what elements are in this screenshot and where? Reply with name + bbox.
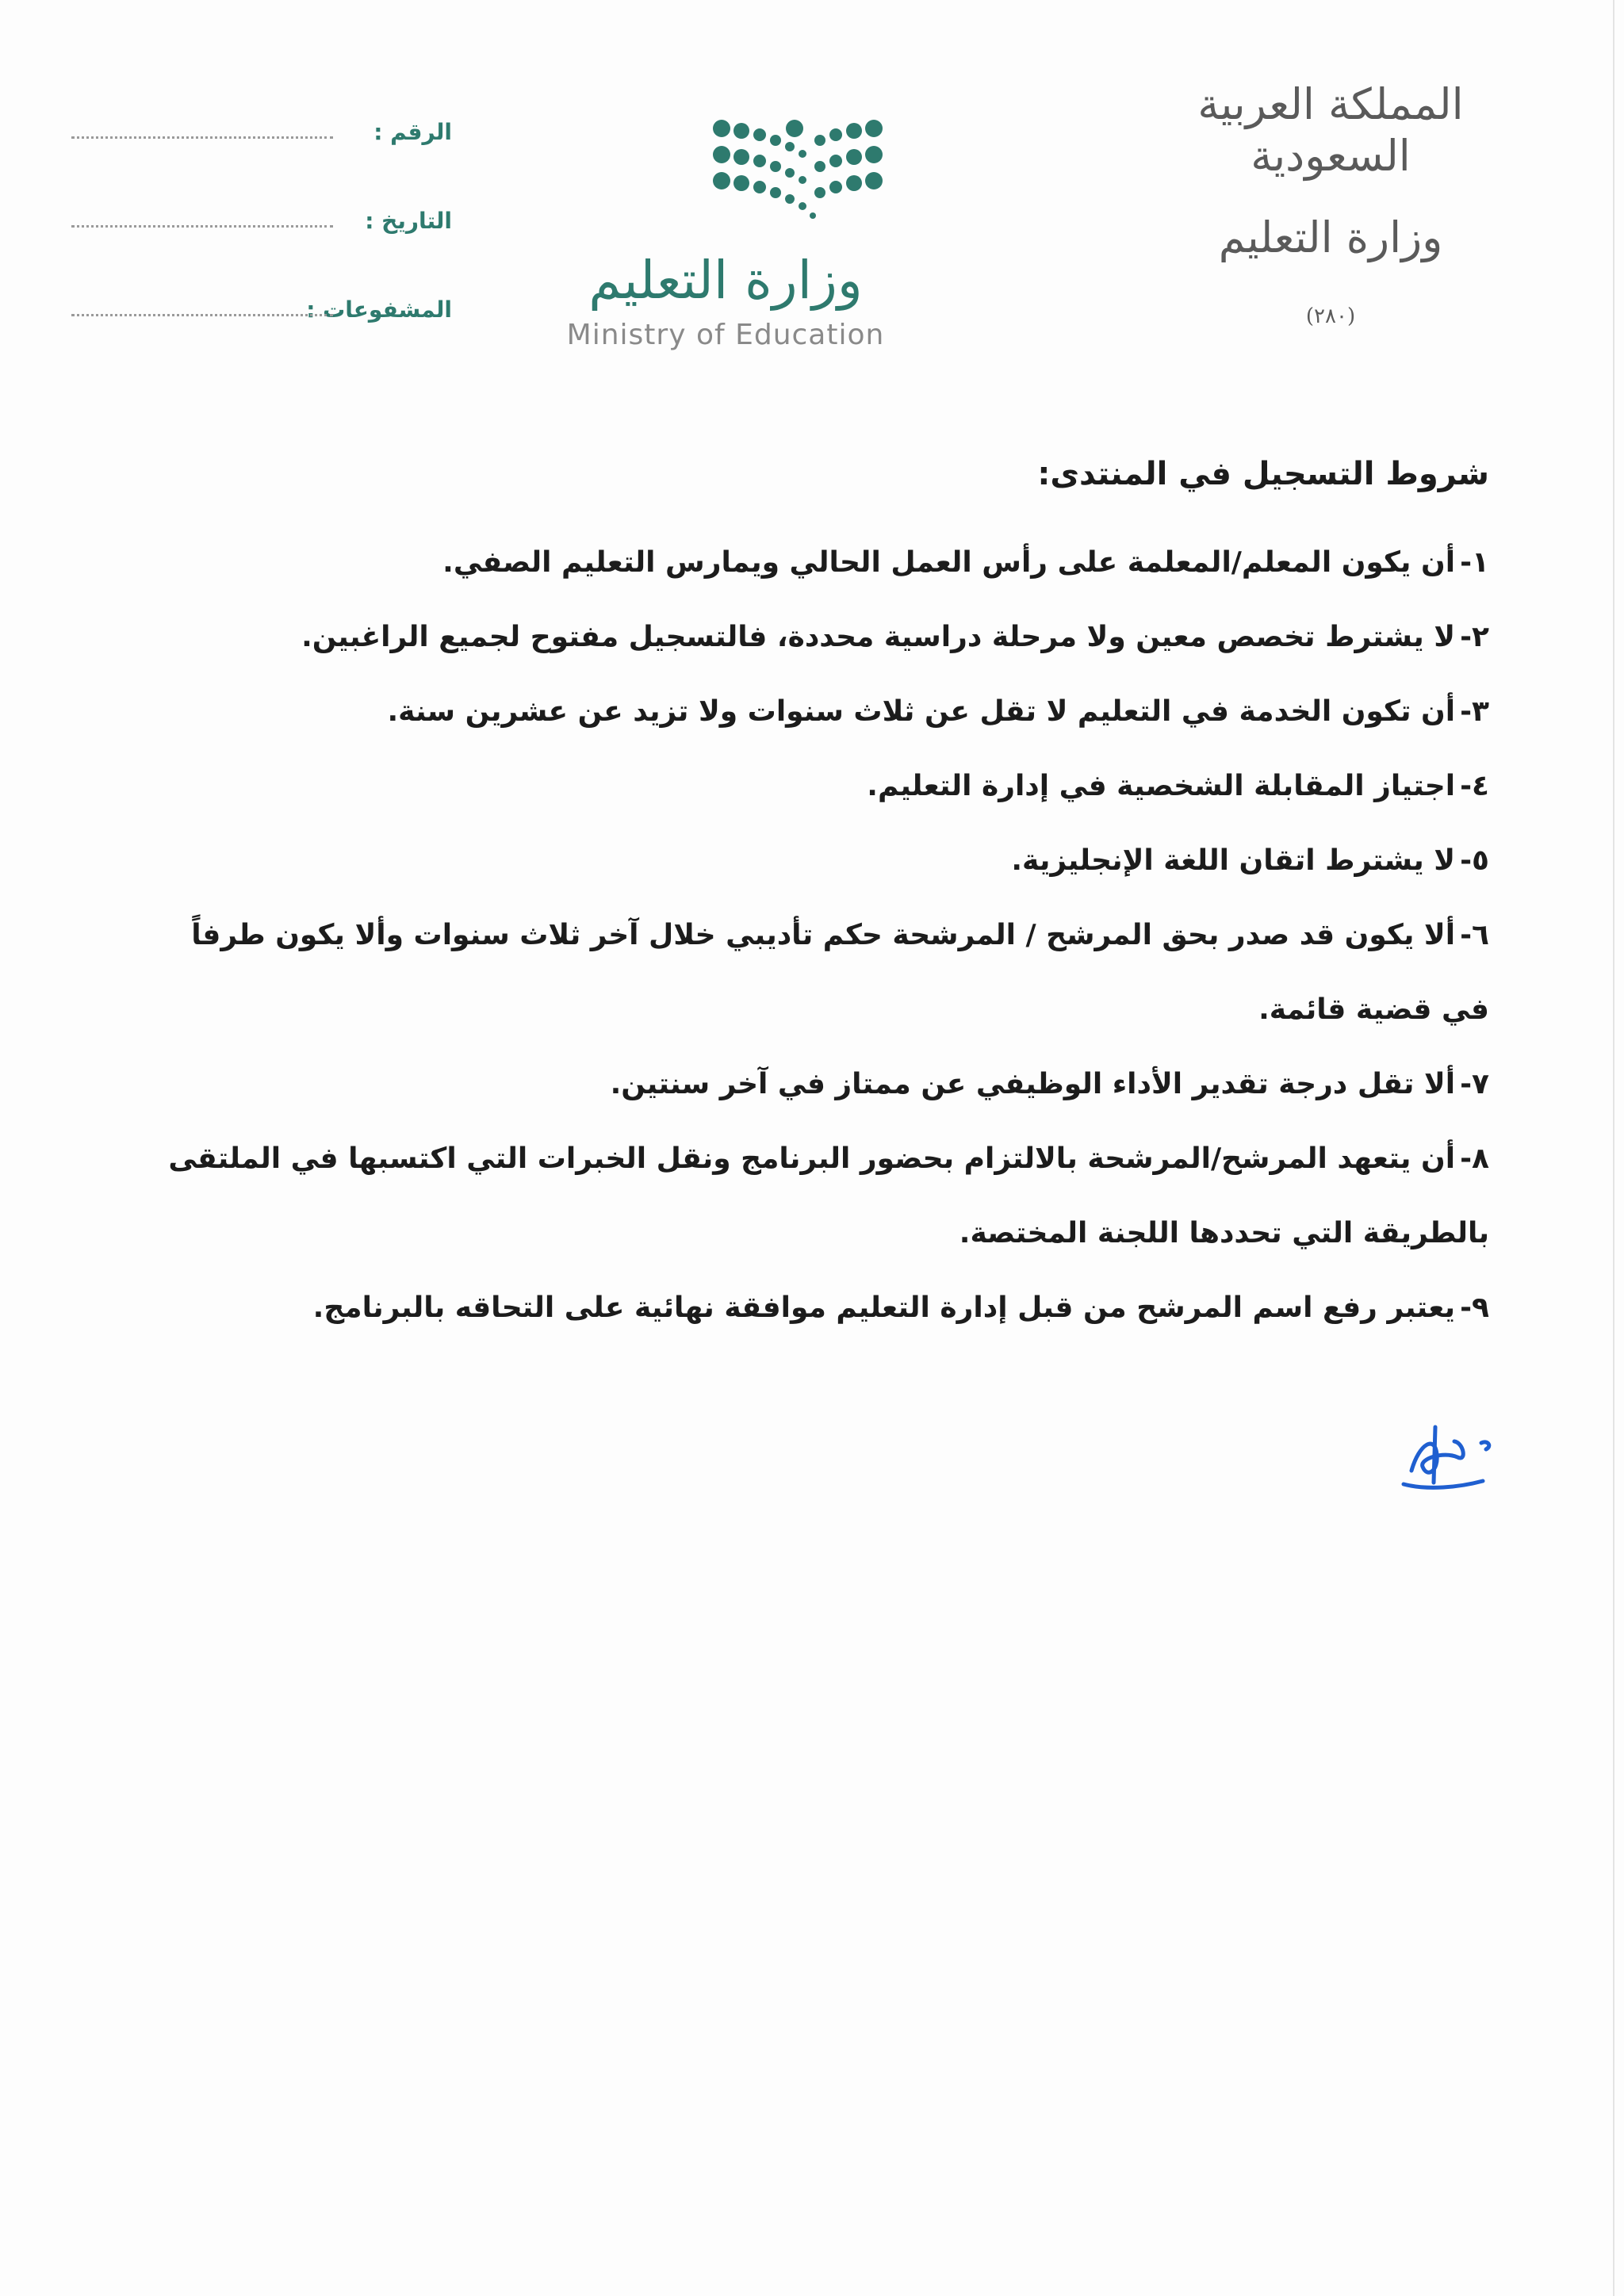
- date-field: [71, 208, 452, 297]
- condition-item: [149, 898, 1489, 1047]
- condition-text: يعتبر رفع اسم المرشح من قبل إدارة التعليم موافقة نهائية على التحاقه بالبرنامج.: [312, 1292, 1456, 1324]
- kingdom-name: المملكة العربية السعودية: [1197, 79, 1464, 181]
- ministry-logo: [555, 111, 896, 373]
- condition-text: لا يشترط اتقان اللغة الإنجليزية.: [1011, 844, 1456, 877]
- condition-item: [149, 1122, 1489, 1271]
- ministry-name: وزارة التعليم: [1218, 212, 1443, 262]
- condition-number: ٥-: [1460, 844, 1489, 877]
- condition-text: اجتياز المقابلة الشخصية في إدارة التعليم.: [867, 770, 1456, 802]
- document-heading: شروط التسجيل في المنتدى:: [1037, 456, 1489, 492]
- condition-number: ٩-: [1460, 1292, 1489, 1324]
- letterhead-right: [1140, 79, 1521, 328]
- condition-text: لا يشترط تخصص معين ولا مرحلة دراسية محددة، فالتسجيل مفتوح لجميع الراغبين.: [301, 621, 1456, 653]
- condition-number: ٧-: [1460, 1068, 1489, 1100]
- condition-number: ١-: [1460, 546, 1489, 579]
- logo-dots-icon: [555, 111, 896, 238]
- date-dotted-line: [71, 225, 333, 228]
- condition-number: ٣-: [1460, 695, 1489, 728]
- number-dotted-line: [71, 136, 333, 139]
- condition-text: أن يتعهد المرشح/المرشحة بالالتزام بحضور البرنامج ونقل الخبرات التي اكتسبها في الملتقى بالطريقة التي تحددها اللجنة المختصة.: [168, 1142, 1489, 1249]
- condition-number: ٤-: [1460, 770, 1489, 802]
- condition-text: ألا يكون قد صدر بحق المرشح / المرشحة حكم تأديبي خلال آخر ثلاث سنوات وألا يكون طرفاً في قضية قائمة.: [191, 919, 1489, 1026]
- reference-fields: [71, 119, 452, 385]
- condition-item: [149, 749, 1489, 824]
- date-label: التاريخ :: [365, 208, 452, 234]
- conditions-list: [149, 526, 1489, 1345]
- attachments-field: [71, 297, 452, 385]
- condition-item: [149, 600, 1489, 675]
- number-label: الرقم :: [373, 119, 452, 145]
- condition-text: ألا تقل درجة تقدير الأداء الوظيفي عن ممتاز في آخر سنتين.: [610, 1068, 1456, 1100]
- condition-item: [149, 526, 1489, 600]
- reference-number: (٢٨٠): [1305, 304, 1356, 329]
- condition-number: ٦-: [1460, 919, 1489, 951]
- attachments-dotted-line: [71, 314, 333, 316]
- attachments-label: المشفوعات :: [306, 297, 452, 323]
- condition-item: [149, 675, 1489, 749]
- condition-text: أن يكون المعلم/المعلمة على رأس العمل الحالي ويمارس التعليم الصفي.: [442, 546, 1456, 579]
- condition-number: ٢-: [1460, 621, 1489, 653]
- number-field: [71, 119, 452, 208]
- condition-item: [149, 1047, 1489, 1122]
- signature-icon: [1388, 1411, 1507, 1498]
- logo-arabic-text: وزارة التعليم: [588, 250, 863, 311]
- condition-item: [149, 824, 1489, 898]
- logo-english-text: Ministry of Education: [566, 319, 885, 351]
- condition-text: أن تكون الخدمة في التعليم لا تقل عن ثلاث سنوات ولا تزيد عن عشرين سنة.: [387, 695, 1456, 728]
- scan-edge: [1613, 0, 1614, 2296]
- condition-item: [149, 1271, 1489, 1345]
- condition-number: ٨-: [1460, 1142, 1489, 1175]
- document-body: [149, 456, 1489, 1345]
